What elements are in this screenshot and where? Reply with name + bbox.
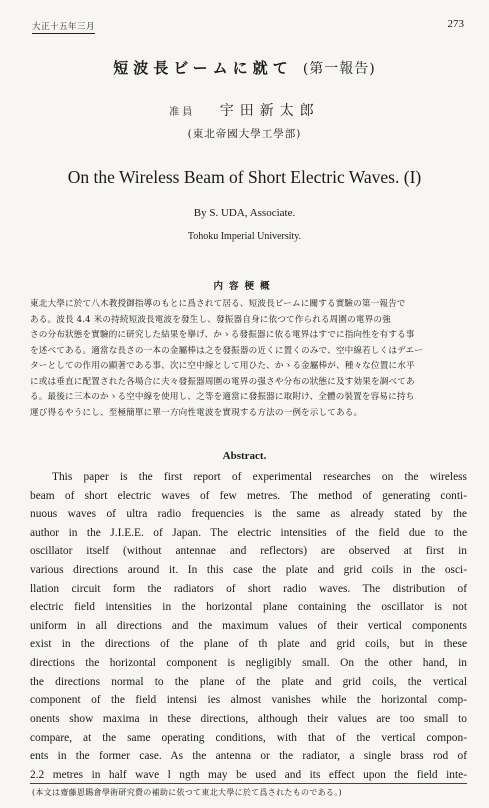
english-abstract-line: nuous waves of ultra radio frequencies is the same as already stated by the — [30, 508, 467, 521]
japanese-title-main: 短波長ビームに就て — [113, 59, 293, 77]
english-abstract-line: directions the horizontal component is negligibly small. On the other hand, in — [30, 657, 467, 670]
english-author: By S. UDA, Associate. — [193, 207, 296, 219]
japanese-abstract-body — [30, 297, 466, 421]
japanese-abstract-line: る。最後に三本のかゝる空中線を使用し、之等を適當に發振器に取附け、全體の裝置を容易に持ち — [30, 392, 415, 402]
japanese-affiliation: (東北帝國大學工學部) — [187, 128, 302, 140]
english-abstract-line: uniform in all directions and the maximum values of their vertical components — [30, 619, 467, 632]
english-abstract-line: compare, at the same operating conditions, with that of the vertical compon- — [30, 731, 467, 744]
japanese-abstract-line: を述べてある。適當な長さの一本の金屬棒は之を發振器の近くに置くのみで、空中線若しくはデエー — [30, 345, 423, 356]
english-abstract-line: component of the field intensi ies almost vanishes while the horizontal comp- — [30, 694, 467, 707]
english-affiliation: Tohoku Imperial University. — [187, 231, 302, 242]
japanese-abstract-line: 東北大學に於て八木教授御指導のもとに爲されて居る、短波長ビームに關する實驗の第一報告で — [30, 299, 406, 309]
japanese-abstract-line: 運び得るやうにし、至極簡單に單一方向性電波を實現する方法の一例を示してある。 — [30, 407, 363, 418]
english-abstract-line: llation circuit form the radiators of short radio waves. The distribution of — [30, 582, 467, 595]
english-abstract-line: This paper is the first report of experimental researches on the wireless — [52, 471, 467, 483]
footnote: (本文は齋藤恩賜會學術研究費の補助に依つて東北大學に於て爲されたものである。) — [32, 788, 342, 797]
japanese-title — [0, 57, 489, 78]
english-abstract-line: the directions normal to the plane of the plate and grid coils, the vertical — [30, 675, 467, 688]
english-abstract-line: various directions around it. In this case the plate and grid coils in the osci- — [30, 564, 467, 577]
english-abstract-body — [30, 468, 467, 784]
japanese-author — [0, 100, 489, 120]
english-abstract-line: 2.2 metres in half wave l ngth may be used and its effect upon the field inte- — [30, 768, 467, 781]
author-name: 宇田新太郎 — [219, 103, 320, 119]
english-abstract-heading: Abstract. — [222, 450, 267, 462]
japanese-abstract-line: ある。波長 4.4 米の持続短波長電波を發生し、發振器自身に依つて作られる周圍の電界の強 — [30, 314, 391, 325]
footnote-divider — [30, 783, 467, 784]
issue-date: 大正十五年三月 — [32, 22, 96, 32]
japanese-abstract-line: さの分布狀態を實驗的に研究した結果を擧げ、かゝる發振器に依る電界はすでに指向性を有する事 — [30, 330, 415, 340]
japanese-abstract-line: ターとしての作用の顯著である事、次に空中線として用ひた、かゝる金屬棒が、種々な位置に水平 — [30, 361, 415, 371]
english-abstract-line: electric field intensities in the horizontal plane containing the oscillator is not — [30, 601, 467, 614]
english-abstract-line: oscillator itself (without antennae and reflectors) are observed at first in — [30, 545, 467, 558]
english-abstract-line: beam of short electric waves of few metres. The method of generating conti- — [30, 489, 467, 502]
english-abstract-line: ents in the former case. As the antenna or the radiator, a single brass rod of — [30, 750, 467, 763]
japanese-title-subtitle: (第一報告) — [302, 61, 376, 77]
author-role: 准員 — [169, 107, 196, 118]
english-abstract-line: exist in the directions of the plane of th plate and grid coils, but in these — [30, 638, 467, 651]
japanese-abstract-heading: 内容梗概 — [213, 281, 276, 292]
english-title: On the Wireless Beam of Short Electric Waves. (I) — [67, 167, 422, 187]
english-abstract-line: onents show maxima in these directions, although their values are too small to — [30, 712, 467, 725]
page-number: 273 — [447, 18, 464, 30]
english-abstract-line: author in the J.I.E.E. of Japan. The electric intensities of the field due to the — [30, 526, 467, 539]
japanese-abstract-line: に或は垂直に配置された各場合に夫々發振器周圍の電界の强さや分布の狀態に及す効果を調べてあ — [30, 376, 415, 387]
